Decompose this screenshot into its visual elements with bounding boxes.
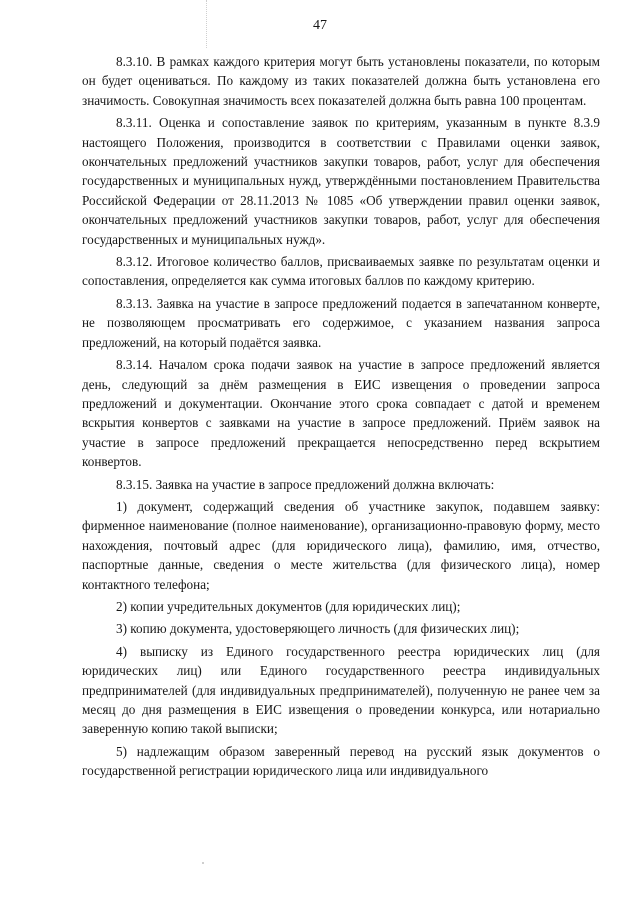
page-number: 47: [313, 18, 327, 33]
paragraph-8-3-10: 8.3.10. В рамках каждого критерия могут быть установлены показатели, по которым он будет оцениваться. По каждому из таких показателей должна быть установлена его значимость. Совокупная значимость всех показателей должна быть равна 100 процентам.: [82, 54, 600, 108]
document-body: [82, 52, 600, 784]
list-item-3: 3) копию документа, удостоверяющего личность (для физических лиц);: [116, 621, 520, 637]
paragraph-8-3-15: 8.3.15. Заявка на участие в запросе предложений должна включать:: [116, 476, 495, 492]
paragraph-8-3-11: 8.3.11. Оценка и сопоставление заявок по критериям, указанным в пункте 8.3.9 настоящего Положения, производится в соответствии с Правилами оценки заявок, окончательных предложений участников закупки товаров, работ, услуг для обеспечения государственных и муниципальных нужд, утверждёнными постановлением Правительства Российской Федерации от 28.11.2013 № 1085 «Об утверждении правил оценки заявок, окончательных предложений участников закупки товаров, работ, услуг для обеспечения государственных и муниципальных нужд».: [82, 115, 600, 247]
list-item-4: 4) выписку из Единого государственного реестра юридических лиц (для юридических лиц) или Единого государственного реестра индивидуальных предпринимателей (для индивидуальных предпринимателей), полученную не ранее чем за месяц до дня размещения в ЕИС извещения о проведении конкурса, или нотариально заверенную копию такой выписки;: [82, 643, 600, 737]
list-item-5: 5) надлежащим образом заверенный перевод на русский язык документов о государственной регистрации юридического лица или индивидуального: [82, 743, 600, 779]
paragraph-8-3-14: 8.3.14. Началом срока подачи заявок на участие в запросе предложений является день, следующий за днём размещения в ЕИС извещения о проведении запроса предложений и документации. Окончание этого срока совпадает с датой и временем вскрытия конвертов с заявками на участие в запросе предложений. Приём заявок на участие в запросе предложений прекращается непосредственно перед вскрытием конвертов.: [82, 357, 600, 470]
paragraph-8-3-13: 8.3.13. Заявка на участие в запросе предложений подается в запечатанном конверте, не позволяющем просматривать его содержимое, с указанием названия запроса предложений, на который подаётся заявка.: [82, 295, 600, 350]
paragraph-8-3-12: 8.3.12. Итоговое количество баллов, присваиваемых заявке по результатам оценки и сопоставления, определяется как сумма итоговых баллов по каждому критерию.: [82, 254, 600, 289]
list-item-1: 1) документ, содержащий сведения об участнике закупок, подавшем заявку: фирменное наименование (полное наименование), организационно-правовую форму, место нахождения, почтовый адрес (для юридического лица), фамилию, имя, отчество, паспортные данные, сведения о месте жительства (для физического лица), номер контактного телефона;: [82, 498, 600, 592]
list-item-2: 2) копии учредительных документов (для юридических лиц);: [116, 598, 461, 614]
scan-speck: [202, 862, 204, 864]
